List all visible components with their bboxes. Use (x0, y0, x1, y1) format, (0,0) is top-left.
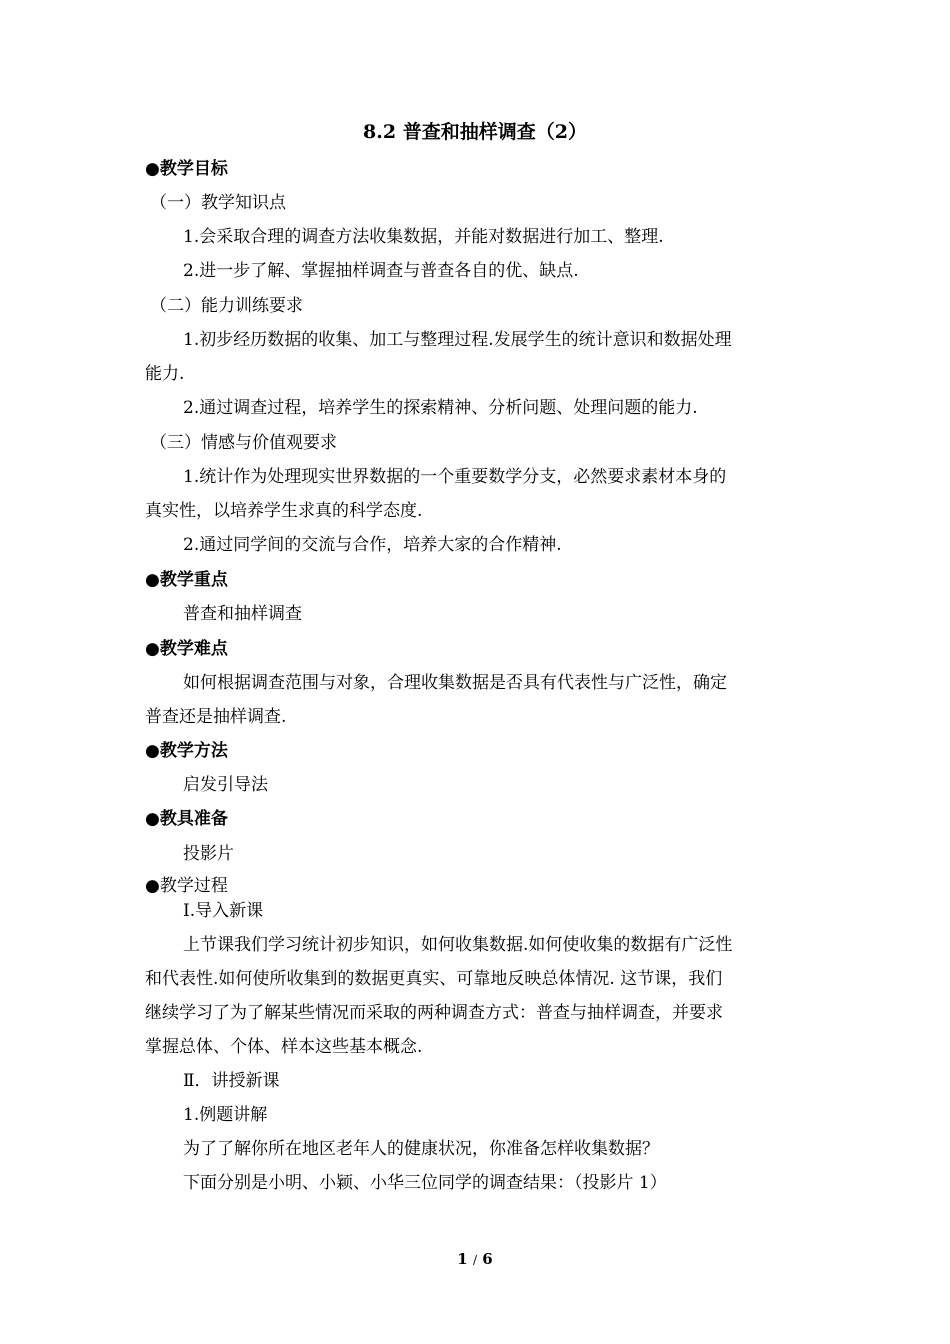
paragraph: 2.通过同学间的交流与合作，培养大家的合作精神. (183, 535, 562, 555)
paragraph: 2.进一步了解、掌握抽样调查与普查各自的优、缺点. (183, 261, 579, 281)
current-page: 1 (457, 1250, 468, 1268)
subheading-knowledge: （一）教学知识点 (150, 193, 286, 213)
paragraph: 下面分别是小明、小颖、小华三位同学的调查结果：（投影片 1） (183, 1173, 667, 1193)
paragraph: 1.例题讲解 (183, 1105, 268, 1125)
paragraph-continuation: 和代表性.如何使所收集到的数据更真实、可靠地反映总体情况. 这节课，我们 (145, 969, 723, 989)
heading-methods: ●教学方法 (145, 741, 228, 761)
subheading-ability: （二）能力训练要求 (150, 296, 303, 316)
paragraph-continuation: 能力. (145, 364, 185, 384)
total-pages: 6 (482, 1250, 493, 1268)
page-number (0, 1250, 950, 1268)
paragraph: 为了了解你所在地区老年人的健康状况，你准备怎样收集数据？ (183, 1139, 659, 1159)
paragraph-continuation: 掌握总体、个体、样本这些基本概念. (145, 1037, 423, 1057)
page-title: 8.2 普查和抽样调查（2） (363, 121, 587, 143)
subheading-new-lesson: Ⅱ．讲授新课 (183, 1071, 280, 1091)
paragraph: 1.会采取合理的调查方法收集数据，并能对数据进行加工、整理. (183, 227, 664, 247)
heading-key-points: ●教学重点 (145, 570, 228, 590)
paragraph: 普查和抽样调查 (183, 604, 302, 624)
paragraph: 上节课我们学习统计初步知识，如何收集数据.如何使收集的数据有广泛性 (183, 935, 733, 955)
paragraph: 如何根据调查范围与对象，合理收集数据是否具有代表性与广泛性，确定 (183, 673, 727, 693)
paragraph-continuation: 继续学习了为了解某些情况而采取的两种调查方式：普查与抽样调查，并要求 (145, 1003, 723, 1023)
paragraph: 1.初步经历数据的收集、加工与整理过程.发展学生的统计意识和数据处理 (183, 330, 732, 350)
paragraph: 投影片 (183, 844, 234, 864)
paragraph-continuation: 普查还是抽样调查. (145, 707, 287, 727)
page-separator: / (472, 1253, 478, 1267)
paragraph: 启发引导法 (183, 775, 268, 795)
paragraph: 1.统计作为处理现实世界数据的一个重要数学分支，必然要求素材本身的 (183, 467, 727, 487)
heading-difficulties: ●教学难点 (145, 639, 228, 659)
heading-teaching-goals: ●教学目标 (145, 159, 228, 179)
heading-process: ●教学过程 (145, 876, 228, 896)
heading-materials: ●教具准备 (145, 809, 228, 829)
subheading-values: （三）情感与价值观要求 (150, 433, 337, 453)
paragraph: 2.通过调查过程，培养学生的探索精神、分析问题、处理问题的能力. (183, 398, 698, 418)
paragraph-continuation: 真实性，以培养学生求真的科学态度. (145, 501, 423, 521)
subheading-intro: Ⅰ.导入新课 (183, 901, 264, 921)
